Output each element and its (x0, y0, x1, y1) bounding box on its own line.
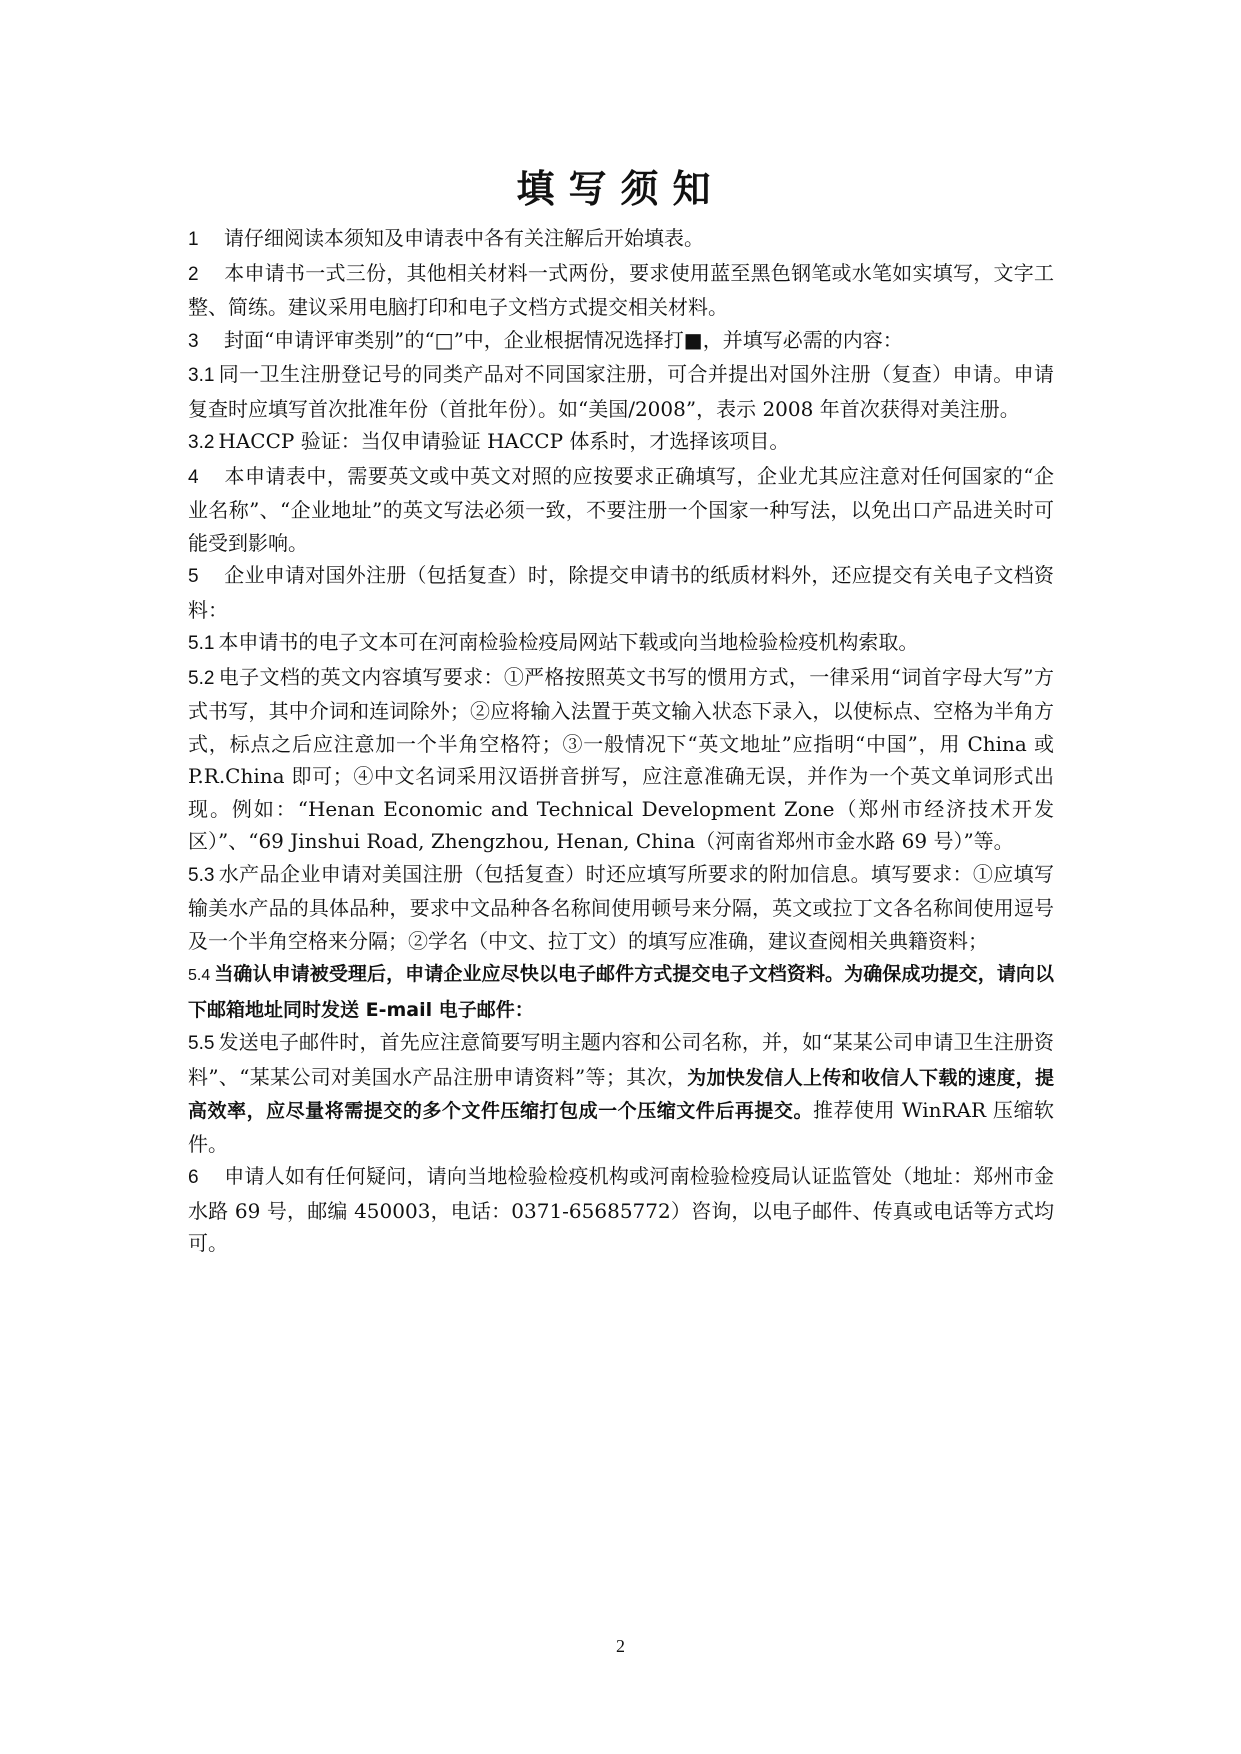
instruction-item-3-1 (188, 358, 1054, 425)
item-number: 4 (188, 466, 199, 488)
item-number: 3.2 (188, 432, 215, 453)
item-number: 5.1 (188, 633, 215, 654)
instruction-item-3 (188, 324, 1054, 359)
item-text: 本申请表中，需要英文或中英文对照的应按要求正确填写，企业尤其应注意对任何国家的“企业名称”、“企业地址”的英文写法必须一致，不要注册一个国家一种写法，以免出口产品进关时可能受到影响。 (188, 463, 1054, 555)
item-text-tail: 推荐使用 WinRAR 压缩软件。 (188, 1098, 1054, 1156)
item-number: 5 (188, 566, 199, 587)
item-number: 3.1 (188, 365, 215, 386)
instruction-item-6 (188, 1160, 1054, 1260)
item-number: 1 (188, 229, 199, 250)
document-title: 填写须知 (516, 167, 725, 211)
item-text: 封面“申请评审类别”的“□”中，企业根据情况选择打■，并填写必需的内容： (224, 327, 903, 352)
item-text: 本申请书一式三份，其他相关材料一式两份，要求使用蓝至黑色钢笔或水笔如实填写，文字工整、简练。建议采用电脑打印和电子文档方式提交相关材料。 (188, 260, 1054, 319)
item-text-bold: 当确认申请被受理后，申请企业应尽快以电子邮件方式提交电子文档资料。为确保成功提交，请向以下邮箱地址同时发送 E-mail 电子邮件： (188, 963, 1054, 1021)
instruction-item-1 (188, 222, 1054, 257)
item-text: 请仔细阅读本须知及申请表中各有关注解后开始填表。 (224, 226, 704, 250)
item-text: 水产品企业申请对美国注册（包括复查）时还应填写所要求的附加信息。填写要求：①应填写输美水产品的具体品种，要求中文品种各名称间使用顿号来分隔，英文或拉丁文各名称间使用逗号及一个半角空格来分隔；②学名（中文、拉丁文）的填写应准确，建议查阅相关典籍资料； (188, 861, 1054, 953)
instruction-item-5-2 (188, 661, 1054, 858)
instruction-item-2 (188, 257, 1054, 324)
item-text: 电子文档的英文内容填写要求：①严格按照英文书写的惯用方式，一律采用“词首字母大写”方式书写，其中介词和连词除外；②应将输入法置于英文输入状态下录入，以使标点、空格为半角方式，标点之后应注意加一个半角空格符；③一般情况下“英文地址”应指明“中国”，用 China 或 P.R.China 即可；④中文名词采用汉语拼音拼写，应注意准确无误，并作为一个英文单词形式出现。例如：“Henan Economic and Technical Development Zone（郑州市经济技术开发区）”、“69 Jinshui Road, Zhengzhou, Henan, China（河南省郑州市金水路 69 号）”等。 (188, 664, 1054, 853)
item-text-bold: 为加快发信人上传和收信人下载的速度，提高效率，应尽量将需提交的多个文件压缩打包成一个压缩文件后再提交。 (188, 1066, 1054, 1122)
instructions-body (188, 222, 1054, 1260)
item-text: HACCP 验证：当仅申请验证 HACCP 体系时，才选择该项目。 (218, 429, 790, 453)
item-number: 5.3 (188, 864, 215, 886)
instruction-item-5-1 (188, 626, 1054, 661)
item-number: 5.5 (188, 1033, 215, 1054)
item-text: 本申请书的电子文本可在河南检验检疫局网站下载或向当地检验检疫机构索取。 (218, 630, 919, 654)
instruction-item-5-5 (188, 1026, 1054, 1160)
instruction-item-4 (188, 460, 1054, 560)
item-number: 3 (188, 330, 199, 352)
item-number: 5.2 (188, 667, 215, 689)
instruction-item-5-4 (188, 957, 1054, 1026)
instruction-item-5 (188, 559, 1054, 626)
item-text: 企业申请对国外注册（包括复查）时，除提交申请书的纸质材料外，还应提交有关电子文档资料： (188, 563, 1054, 622)
item-text: 同一卫生注册登记号的同类产品对不同国家注册，可合并提出对国外注册（复查）申请。申请复查时应填写首次批准年份（首批年份）。如“美国/2008”，表示 2008 年首次获得对美注册。 (188, 362, 1054, 421)
instruction-item-3-2 (188, 425, 1054, 460)
page-number: 2 (616, 1636, 625, 1656)
item-text: 发送电子邮件时，首先应注意简要写明主题内容和公司名称，并，如“某某公司申请卫生注册资料”、“某某公司对美国水产品注册申请资料”等；其次， (188, 1030, 1054, 1089)
instruction-item-5-3 (188, 858, 1054, 958)
item-text: 申请人如有任何疑问，请向当地检验检疫机构或河南检验检疫局认证监管处（地址：郑州市金水路 69 号，邮编 450003，电话：0371-65685772）咨询，以电子邮件、传真或电话等方式均可。 (188, 1164, 1054, 1255)
item-number: 6 (188, 1167, 199, 1188)
item-number: 5.4 (188, 967, 211, 984)
item-number: 2 (188, 263, 199, 285)
